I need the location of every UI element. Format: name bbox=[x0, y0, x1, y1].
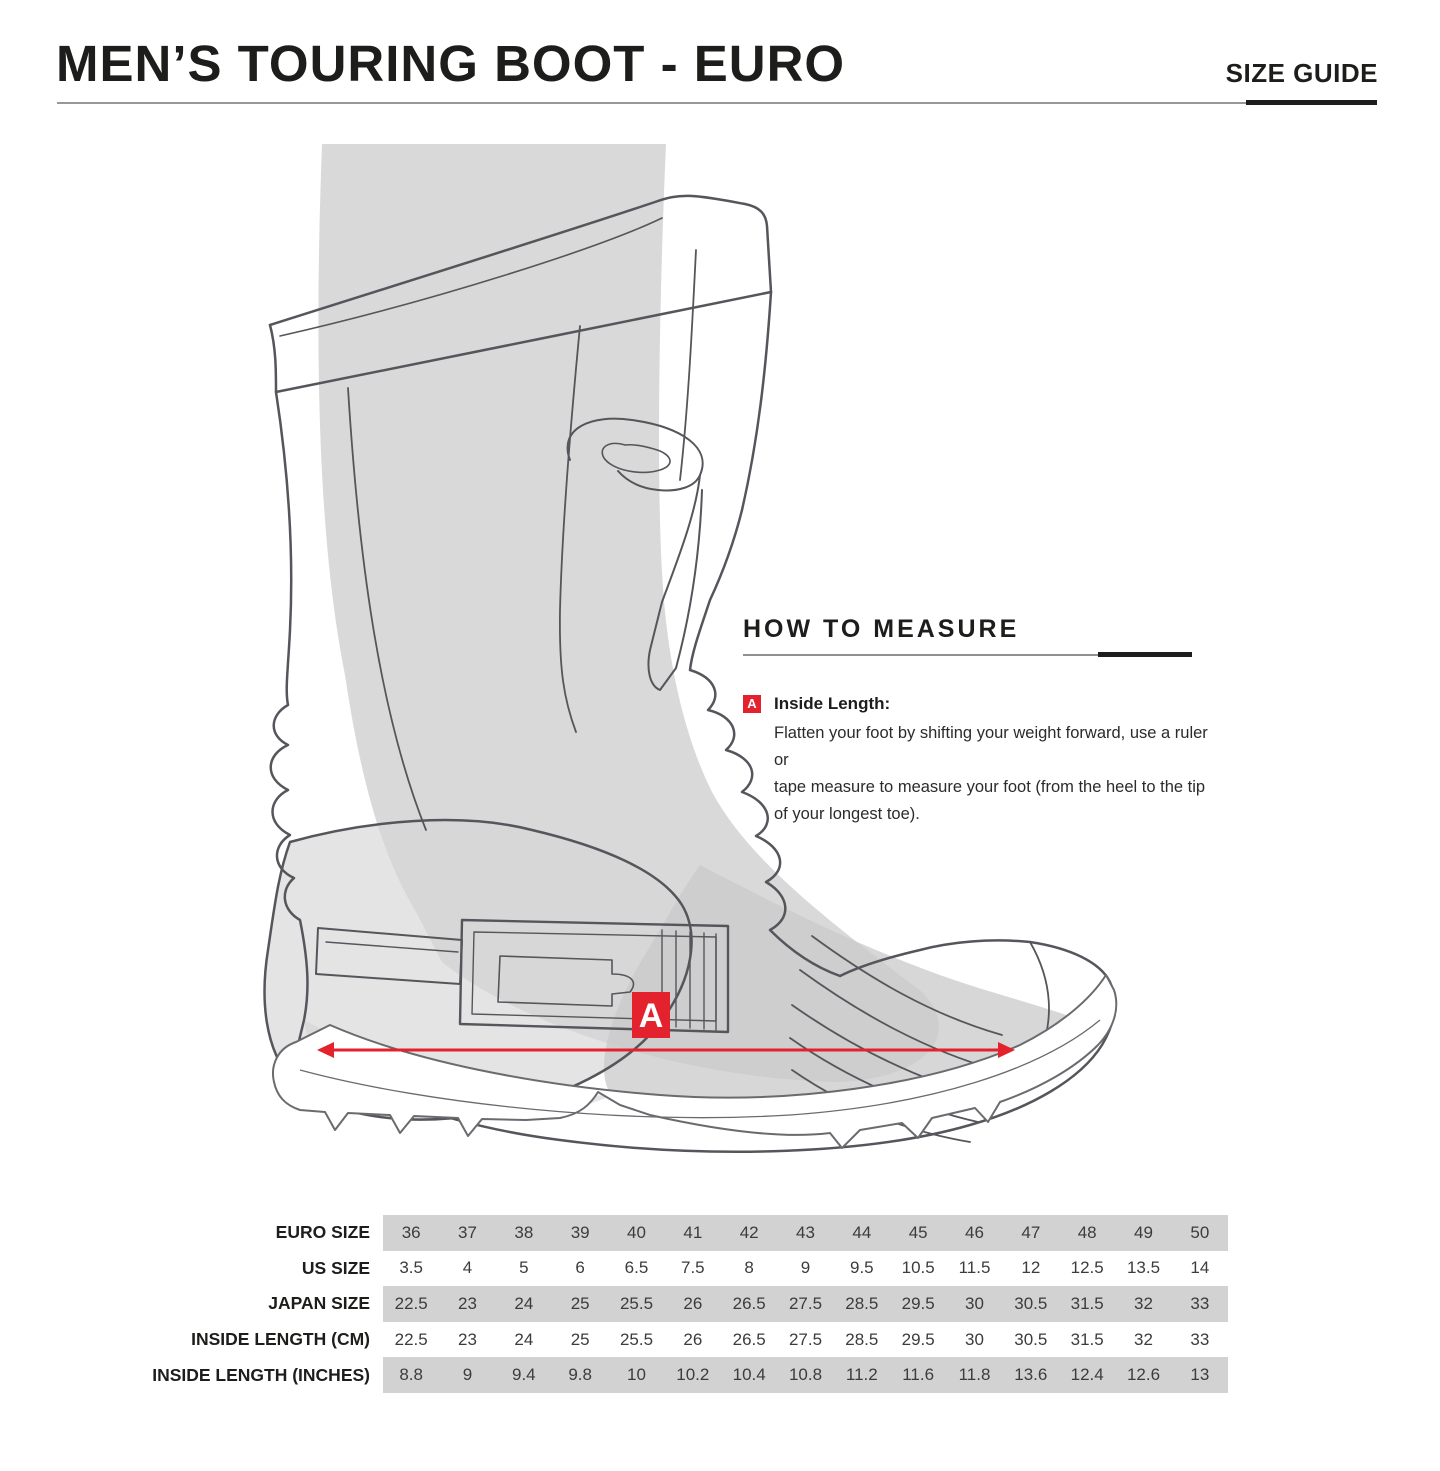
table-cell: 24 bbox=[514, 1329, 534, 1349]
row-label: INSIDE LENGTH (INCHES) bbox=[152, 1364, 370, 1385]
table-cell: 7.5 bbox=[681, 1258, 705, 1278]
table-cell: 40 bbox=[627, 1222, 646, 1242]
table-cell: 25 bbox=[570, 1329, 590, 1349]
page-title: MEN’S TOURING BOOT - EURO bbox=[56, 35, 846, 92]
table-cell: 25 bbox=[570, 1293, 590, 1313]
table-cell: 13.5 bbox=[1126, 1258, 1161, 1278]
table-cell: 29.5 bbox=[901, 1293, 935, 1313]
table-cell: 30 bbox=[965, 1293, 984, 1313]
table-cell: 14 bbox=[1190, 1258, 1210, 1278]
table-cell: 33 bbox=[1190, 1293, 1210, 1313]
table-cell: 26 bbox=[683, 1329, 703, 1349]
table-cell: 30.5 bbox=[1014, 1293, 1048, 1313]
table-cell: 49 bbox=[1134, 1222, 1153, 1242]
table-cell: 9.5 bbox=[850, 1258, 874, 1278]
row-values bbox=[383, 1357, 1228, 1393]
how-to-measure-heading: HOW TO MEASURE bbox=[743, 615, 1020, 643]
table-cell: 11.5 bbox=[958, 1258, 991, 1278]
table-cell: 10 bbox=[627, 1365, 646, 1385]
table-cell: 25.5 bbox=[619, 1329, 654, 1349]
table-cell: 9.4 bbox=[512, 1365, 536, 1385]
size-table bbox=[0, 1215, 1228, 1393]
row-label: US SIZE bbox=[301, 1257, 370, 1278]
table-cell: 24 bbox=[514, 1293, 534, 1313]
row-values bbox=[383, 1215, 1228, 1251]
table-cell: 28.5 bbox=[845, 1329, 879, 1349]
table-cell: 6 bbox=[575, 1258, 585, 1278]
table-cell: 42 bbox=[739, 1222, 759, 1242]
table-cell: 12 bbox=[1021, 1258, 1041, 1278]
table-cell: 38 bbox=[514, 1222, 534, 1242]
table-cell: 13.6 bbox=[1014, 1365, 1048, 1385]
table-cell: 9 bbox=[462, 1365, 473, 1385]
row-values bbox=[383, 1322, 1228, 1358]
table-cell: 43 bbox=[796, 1222, 815, 1242]
table-cell: 10.2 bbox=[676, 1365, 710, 1385]
table-row bbox=[0, 1251, 1228, 1287]
table-cell: 5 bbox=[519, 1258, 529, 1278]
table-cell: 41 bbox=[683, 1222, 703, 1242]
table-cell: 32 bbox=[1134, 1293, 1153, 1313]
svg-text:A: A bbox=[638, 997, 664, 1035]
table-cell: 32 bbox=[1134, 1329, 1153, 1349]
measure-item-label: Inside Length: bbox=[774, 694, 891, 713]
table-cell: 25.5 bbox=[619, 1293, 654, 1313]
table-cell: 28.5 bbox=[845, 1293, 879, 1313]
table-cell: 36 bbox=[401, 1222, 421, 1242]
table-cell: 8.8 bbox=[399, 1365, 423, 1385]
how-to-measure-section bbox=[743, 617, 1213, 828]
size-guide-label: SIZE GUIDE bbox=[1225, 58, 1378, 88]
table-cell: 11.8 bbox=[958, 1365, 991, 1385]
table-cell: 26 bbox=[683, 1293, 703, 1313]
table-cell: 31.5 bbox=[1070, 1293, 1104, 1313]
table-cell: 29.5 bbox=[901, 1329, 935, 1349]
table-cell: 10.8 bbox=[788, 1365, 823, 1385]
table-cell: 33 bbox=[1190, 1329, 1210, 1349]
table-cell: 9 bbox=[800, 1258, 811, 1278]
table-cell: 48 bbox=[1077, 1222, 1097, 1242]
row-values bbox=[383, 1251, 1228, 1287]
table-cell: 46 bbox=[965, 1222, 984, 1242]
table-cell: 39 bbox=[570, 1222, 590, 1242]
table-cell: 31.5 bbox=[1070, 1329, 1104, 1349]
table-cell: 30.5 bbox=[1014, 1329, 1048, 1349]
table-cell: 30 bbox=[965, 1329, 984, 1349]
table-cell: 23 bbox=[458, 1329, 477, 1349]
table-cell: 22.5 bbox=[394, 1293, 428, 1313]
measure-item bbox=[743, 694, 1213, 714]
measure-text-line: tape measure to measure your foot (from the heel to the tip bbox=[774, 778, 1206, 797]
table-cell: 47 bbox=[1021, 1222, 1041, 1242]
measure-item-text bbox=[774, 720, 1213, 828]
table-cell: 11.6 bbox=[902, 1365, 935, 1385]
table-cell: 6.5 bbox=[624, 1258, 649, 1278]
table-row bbox=[0, 1322, 1228, 1358]
table-cell: 26.5 bbox=[732, 1293, 766, 1313]
table-cell: 13 bbox=[1190, 1365, 1210, 1385]
table-cell: 45 bbox=[908, 1222, 928, 1242]
how-to-measure-divider bbox=[743, 654, 1192, 656]
table-cell: 37 bbox=[458, 1222, 477, 1242]
table-cell: 12.6 bbox=[1126, 1365, 1161, 1385]
table-cell: 3.5 bbox=[399, 1258, 423, 1278]
table-cell: 27.5 bbox=[788, 1293, 823, 1313]
measure-badge-a bbox=[632, 992, 670, 1038]
table-cell: 10.4 bbox=[732, 1365, 766, 1385]
table-row bbox=[0, 1357, 1228, 1393]
table-cell: 23 bbox=[458, 1293, 477, 1313]
table-cell: 12.4 bbox=[1070, 1365, 1104, 1385]
header-divider bbox=[57, 102, 1377, 104]
table-cell: 26.5 bbox=[732, 1329, 766, 1349]
table-cell: 4 bbox=[462, 1258, 473, 1278]
table-cell: 50 bbox=[1190, 1222, 1210, 1242]
table-cell: 27.5 bbox=[788, 1329, 823, 1349]
table-cell: 10.5 bbox=[901, 1258, 935, 1278]
table-row bbox=[0, 1215, 1228, 1251]
measure-text-line: of your longest toe). bbox=[774, 805, 920, 824]
table-cell: 12.5 bbox=[1070, 1258, 1104, 1278]
table-cell: 44 bbox=[852, 1222, 872, 1242]
row-label: EURO SIZE bbox=[275, 1222, 370, 1243]
table-cell: 8 bbox=[744, 1258, 754, 1278]
row-label: INSIDE LENGTH (CM) bbox=[191, 1329, 370, 1350]
row-label: JAPAN SIZE bbox=[268, 1293, 370, 1314]
table-cell: 11.2 bbox=[845, 1365, 878, 1385]
table-row bbox=[0, 1286, 1228, 1322]
marker-a-badge: A bbox=[743, 695, 761, 713]
row-values bbox=[383, 1286, 1228, 1322]
table-cell: 9.8 bbox=[568, 1365, 592, 1385]
table-cell: 22.5 bbox=[394, 1329, 428, 1349]
measure-text-line: Flatten your foot by shifting your weight forward, use a ruler or bbox=[774, 724, 1208, 770]
